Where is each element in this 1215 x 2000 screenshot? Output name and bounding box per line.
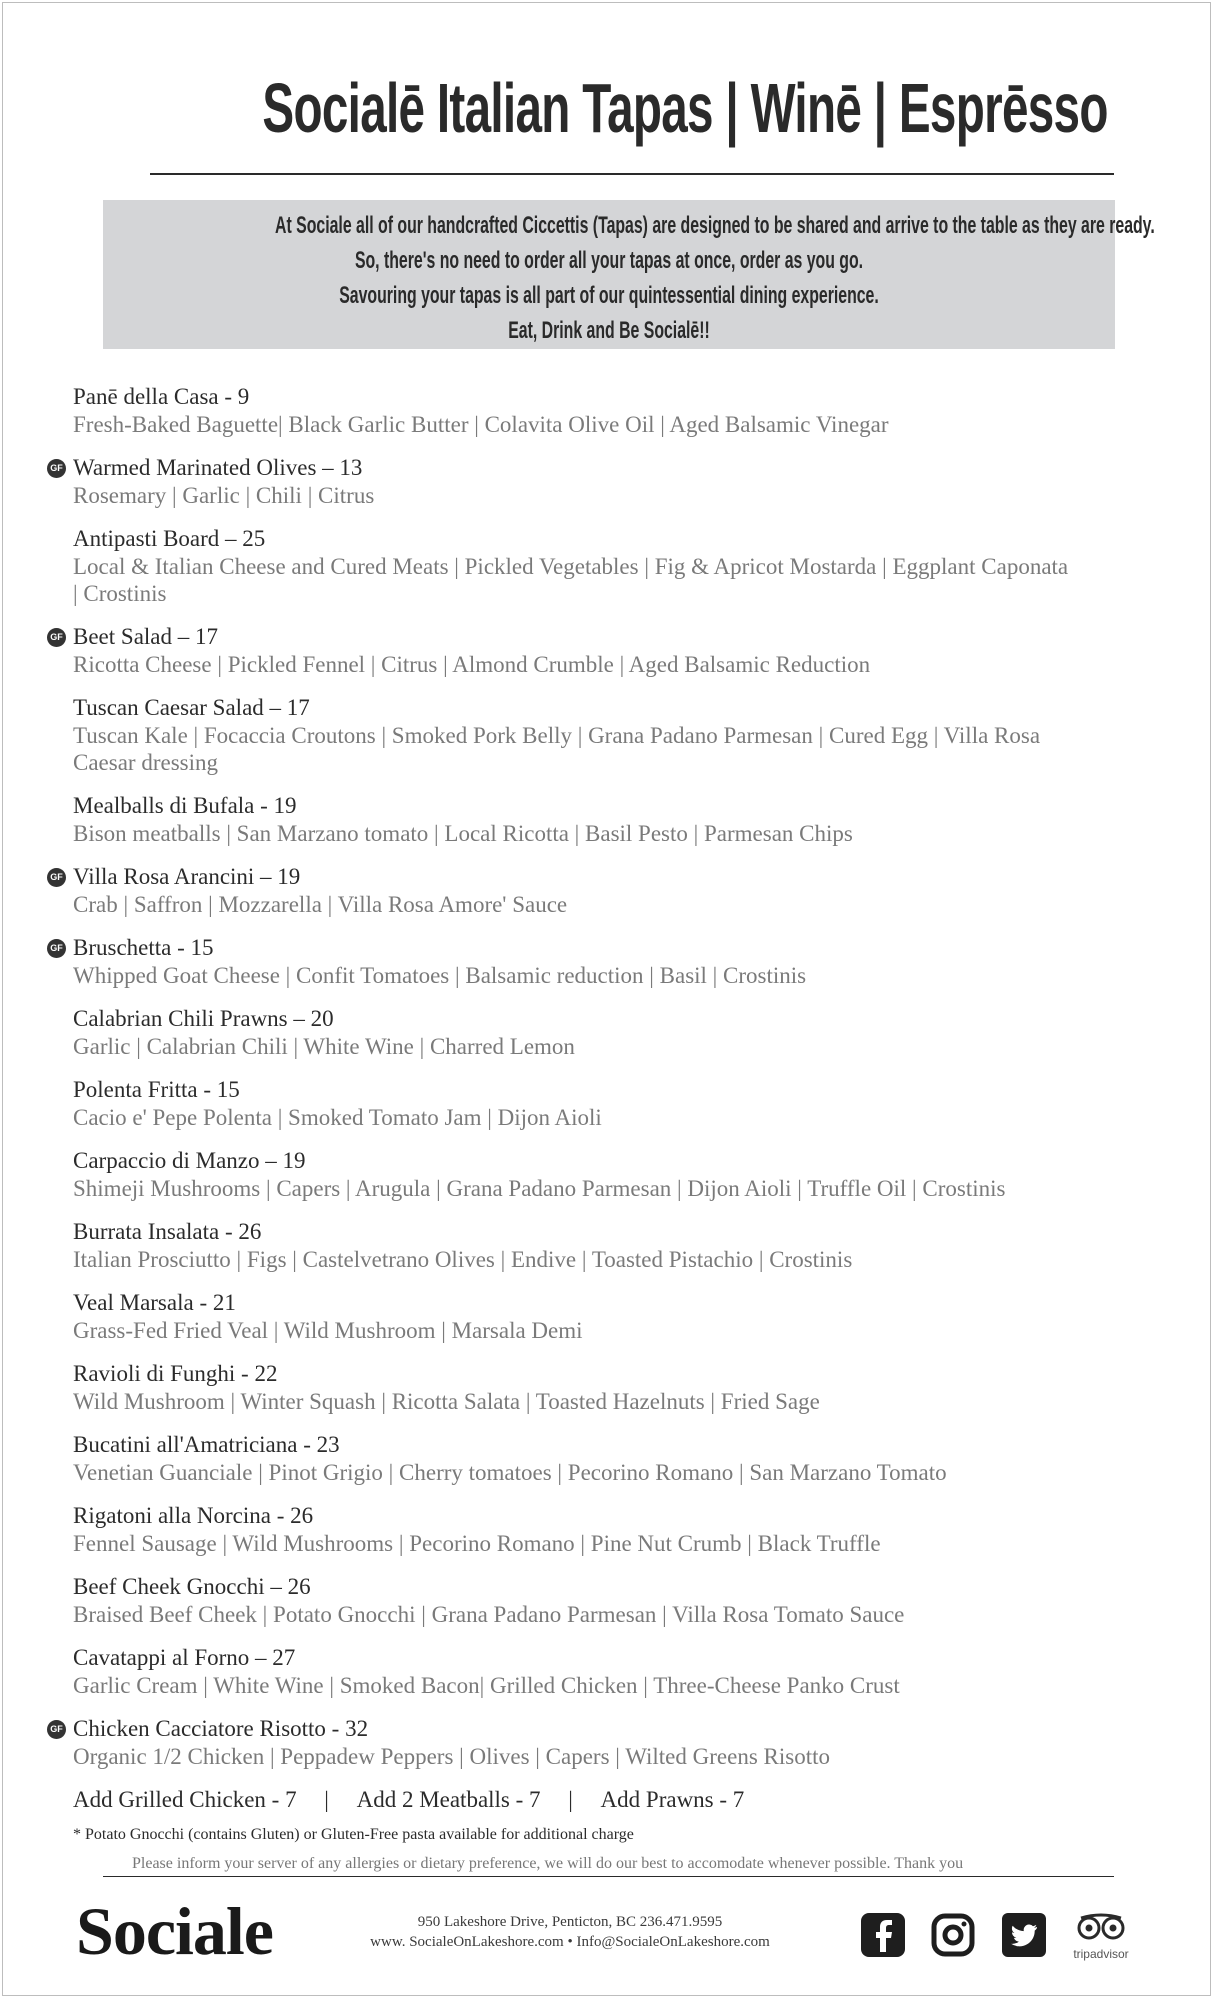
item-description: Rosemary | Garlic | Chili | Citrus [73, 483, 375, 508]
menu-item [50, 1715, 1193, 1770]
menu-item [73, 1360, 1193, 1415]
item-description: Garlic Cream | White Wine | Smoked Bacon| Grilled Chicken | Three-Cheese Panko Crust [73, 1673, 900, 1698]
menu-item [73, 1573, 1193, 1628]
intro-line: So, there's no need to order all your tapas at once, order as you go. [354, 247, 864, 274]
menu-item [50, 623, 1193, 678]
add-ons-row [73, 1786, 1193, 1814]
menu-item [73, 383, 1193, 438]
item-name: Carpaccio di Manzo – 19 [73, 1148, 306, 1173]
menu-item [50, 863, 1193, 918]
facebook-icon[interactable] [860, 1912, 906, 1958]
item-description: Fennel Sausage | Wild Mushrooms | Pecorino Romano | Pine Nut Crumb | Black Truffle [73, 1531, 881, 1556]
gluten-free-icon: GF [47, 628, 66, 647]
item-description: Organic 1/2 Chicken | Peppadew Peppers | Olives | Capers | Wilted Greens Risotto [73, 1744, 830, 1769]
item-description: Tuscan Kale | Focaccia Croutons | Smoked Pork Belly | Grana Padano Parmesan | Cured Egg | Villa Rosa Caesar dressing [73, 723, 1041, 775]
gnocchi-footnote: * Potato Gnocchi (contains Gluten) or Gluten-Free pasta available for additional charge [73, 1826, 634, 1843]
title-divider [150, 173, 1114, 175]
item-name: Villa Rosa Arancini – 19 [73, 864, 301, 889]
menu-item [50, 934, 1193, 989]
tripadvisor-link[interactable] [1071, 1912, 1131, 1961]
allergy-notice: Please inform your server of any allergies or dietary preference, we will do our best to accomodate whenever possible. Thank you [132, 1855, 964, 1872]
item-name: Mealballs di Bufala - 19 [73, 793, 297, 818]
item-name: Rigatoni alla Norcina - 26 [73, 1503, 314, 1528]
item-name: Burrata Insalata - 26 [73, 1219, 262, 1244]
item-name: Chicken Cacciatore Risotto - 32 [73, 1716, 369, 1741]
intro-line: Savouring your tapas is all part of our quintessential dining experience. [339, 282, 879, 309]
addon-separator: | [324, 1787, 329, 1812]
item-description: Italian Prosciutto | Figs | Castelvetrano Olives | Endive | Toasted Pistachio | Crostinis [73, 1247, 853, 1272]
item-name: Polenta Fritta - 15 [73, 1077, 240, 1102]
footer-divider [103, 1876, 1114, 1877]
item-description: Fresh-Baked Baguette| Black Garlic Butter | Colavita Olive Oil | Aged Balsamic Vinegar [73, 412, 889, 437]
item-name: Beet Salad – 17 [73, 624, 218, 649]
item-name: Calabrian Chili Prawns – 20 [73, 1006, 334, 1031]
addon-grilled-chicken: Add Grilled Chicken - 7 [73, 1787, 297, 1812]
item-description: Cacio e' Pepe Polenta | Smoked Tomato Jam | Dijon Aioli [73, 1105, 602, 1130]
item-description: Bison meatballs | San Marzano tomato | Local Ricotta | Basil Pesto | Parmesan Chips [73, 821, 853, 846]
menu-list [50, 383, 1193, 1846]
item-description: Crab | Saffron | Mozzarella | Villa Rosa Amore' Sauce [73, 892, 568, 917]
item-name: Bucatini all'Amatriciana - 23 [73, 1432, 340, 1457]
menu-item [73, 1218, 1193, 1273]
intro-line: At Sociale all of our handcrafted Ciccettis (Tapas) are designed to be shared and arrive to the table as they are ready. [275, 212, 1155, 239]
gluten-free-icon: GF [47, 459, 66, 478]
addon-separator: | [568, 1787, 573, 1812]
item-description: Grass-Fed Fried Veal | Wild Mushroom | Marsala Demi [73, 1318, 583, 1343]
menu-item [73, 1005, 1193, 1060]
intro-box [103, 200, 1155, 349]
menu-item [73, 1502, 1193, 1557]
item-name: Warmed Marinated Olives – 13 [73, 455, 363, 480]
item-description: Shimeji Mushrooms | Capers | Arugula | Grana Padano Parmesan | Dijon Aioli | Truffle Oil | Crostinis [73, 1176, 1006, 1201]
item-name: Veal Marsala - 21 [73, 1290, 236, 1315]
item-description: Local & Italian Cheese and Cured Meats | Pickled Vegetables | Fig & Apricot Mostarda | Eggplant Caponata | Crostinis [73, 554, 1069, 606]
addon-meatballs: Add 2 Meatballs - 7 [356, 1787, 541, 1812]
tripadvisor-label: tripadvisor [1073, 1947, 1129, 1961]
address-phone: 950 Lakeshore Drive, Penticton, BC 236.471.9595 [417, 1914, 723, 1930]
tripadvisor-owl-icon [1071, 1912, 1131, 1942]
item-name: Beef Cheek Gnocchi – 26 [73, 1574, 311, 1599]
website-email: www. SocialeOnLakeshore.com • Info@SocialeOnLakeshore.com [370, 1934, 770, 1950]
menu-item [73, 792, 1193, 847]
item-name: Bruschetta - 15 [73, 935, 214, 960]
item-name: Panē della Casa - 9 [73, 384, 250, 409]
item-description: Venetian Guanciale | Pinot Grigio | Cherry tomatoes | Pecorino Romano | San Marzano Tomato [73, 1460, 947, 1485]
twitter-icon[interactable] [1001, 1912, 1047, 1958]
gluten-free-icon: GF [47, 868, 66, 887]
contact-block [330, 1912, 810, 1952]
item-description: Garlic | Calabrian Chili | White Wine | Charred Lemon [73, 1034, 575, 1059]
addon-prawns: Add Prawns - 7 [600, 1787, 745, 1812]
menu-item [73, 1076, 1193, 1131]
gluten-free-icon: GF [47, 1720, 66, 1739]
menu-item [73, 1147, 1193, 1202]
menu-item [73, 694, 1193, 776]
sociale-logo: Sociale [76, 1893, 273, 1969]
item-description: Ricotta Cheese | Pickled Fennel | Citrus | Almond Crumble | Aged Balsamic Reduction [73, 652, 871, 677]
item-description: Whipped Goat Cheese | Confit Tomatoes | Balsamic reduction | Basil | Crostinis [73, 963, 807, 988]
menu-item [73, 1289, 1193, 1344]
item-description: Braised Beef Cheek | Potato Gnocchi | Grana Padano Parmesan | Villa Rosa Tomato Sauce [73, 1602, 905, 1627]
item-name: Antipasti Board – 25 [73, 526, 266, 551]
item-name: Tuscan Caesar Salad – 17 [73, 695, 310, 720]
item-description: Wild Mushroom | Winter Squash | Ricotta Salata | Toasted Hazelnuts | Fried Sage [73, 1389, 820, 1414]
menu-item [73, 1431, 1193, 1486]
item-name: Cavatappi al Forno – 27 [73, 1645, 296, 1670]
page-title: Socialē Italian Tapas | Winē | Esprēsso [262, 69, 1108, 147]
menu-item [50, 454, 1193, 509]
intro-line: Eat, Drink and Be Socialē!! [508, 317, 710, 344]
item-name: Ravioli di Funghi - 22 [73, 1361, 278, 1386]
menu-item [73, 525, 1193, 607]
gluten-free-icon: GF [47, 939, 66, 958]
menu-item [73, 1644, 1193, 1699]
instagram-icon[interactable] [930, 1912, 976, 1958]
